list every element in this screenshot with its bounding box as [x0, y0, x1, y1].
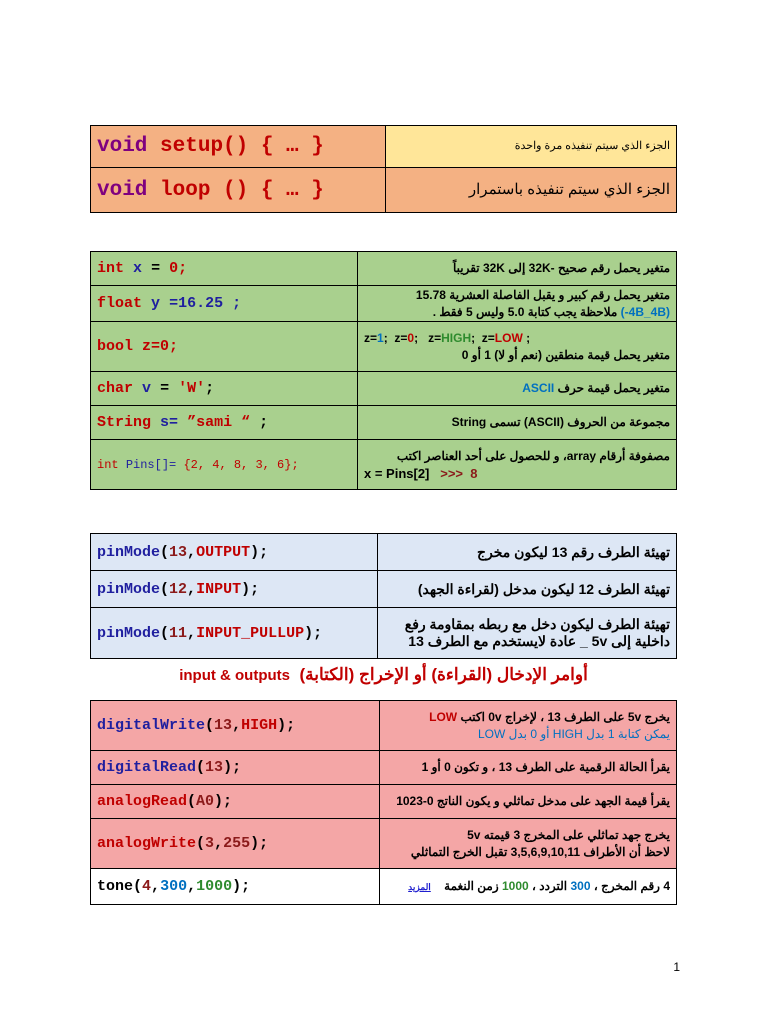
array-desc: مصفوفة أرقام array، و للحصول على أحد العناصر اكتب x = Pins[2] >>> 8	[358, 440, 677, 490]
more-link[interactable]: المزيد	[408, 881, 431, 892]
pinmode-pullup-code: pinMode(11,INPUT_PULLUP);	[91, 608, 378, 659]
setup-loop-table	[90, 125, 677, 213]
loop-desc: الجزء الذي سيتم تنفيذه باستمرار	[386, 168, 677, 213]
section-title: أوامر الإدخال (القراءة) أو الإخراج (الكتابة) input & outputs	[179, 665, 588, 684]
digitalwrite-code: digitalWrite(13,HIGH);	[91, 701, 380, 751]
loop-code: void loop () { … }	[91, 168, 386, 213]
pinmode-output-desc: تهيئة الطرف رقم 13 ليكون مخرج	[378, 534, 677, 571]
int-desc: متغير يحمل رقم صحيح -32K إلى 32K تقريباً	[358, 252, 677, 286]
int-code: int x = 0;	[91, 252, 358, 286]
char-desc: متغير يحمل قيمة حرف ASCII	[358, 372, 677, 406]
analogwrite-desc: يخرج جهد تماثلي على المخرج 3 قيمته 5v لاحظ أن الأطراف 3,5,6,9,10,11 تقبل الخرج التماثلي	[380, 819, 677, 869]
tone-code: tone(4,300,1000);	[91, 869, 380, 905]
tone-desc: 4 رقم المخرج ، 300 التردد ، 1000 زمن النغمة المزيد	[380, 869, 677, 905]
bool-z0: z=0;	[394, 330, 419, 345]
array-code: int Pins[]= {2, 4, 8, 3, 6};	[91, 440, 358, 490]
bool-zhigh: z=HIGH;	[428, 330, 476, 345]
pinmode-pullup-desc: تهيئة الطرف ليكون دخل مع ربطه بمقاومة رفع داخلية إلى 5v _ عادة لايستخدم مع الطرف 13	[378, 608, 677, 659]
bool-code: bool z=0;	[91, 322, 358, 372]
bool-zlow: z=LOW ;	[481, 330, 531, 345]
pinmode-table	[90, 533, 677, 659]
analogread-code: analogRead(A0);	[91, 785, 380, 819]
string-desc: مجموعة من الحروف (ASCII) تسمى String	[358, 406, 677, 440]
bool-z1: z=1;	[364, 330, 388, 345]
char-code: char v = 'W';	[91, 372, 358, 406]
io-table	[90, 700, 677, 905]
digitalwrite-desc: يخرج 5v على الطرف 13 ، لإخراج 0v اكتب LOW يمكن كتابة 1 بدل HIGH أو 0 بدل LOW	[380, 701, 677, 751]
page-number: 1	[673, 960, 680, 974]
float-code: float y =16.25 ;	[91, 286, 358, 322]
analogwrite-code: analogWrite(3,255);	[91, 819, 380, 869]
analogread-desc: يقرأ قيمة الجهد على مدخل تماثلي و يكون الناتج 0-1023	[380, 785, 677, 819]
float-desc: متغير يحمل رقم كبير و يقبل الفاصلة العشرية 15.78 (4B_4B-) ملاحظة يجب كتابة 5.0 وليس 5 فقط .	[358, 286, 677, 322]
setup-desc: الجزء الذي سيتم تنفيذه مرة واحدة	[386, 126, 677, 168]
pinmode-input-code: pinMode(12,INPUT);	[91, 571, 378, 608]
bool-desc: z=1; z=0; z=HIGH; z=LOW ; متغير يحمل قيمة منطقين (نعم أو لا) 1 أو 0	[358, 322, 677, 372]
digitalread-desc: يقرأ الحالة الرقمية على الطرف 13 ، و تكون 0 أو 1	[380, 751, 677, 785]
variables-table	[90, 251, 677, 490]
digitalread-code: digitalRead(13);	[91, 751, 380, 785]
string-code: String s= ”sami “ ;	[91, 406, 358, 440]
pinmode-input-desc: تهيئة الطرف 12 ليكون مدخل (لقراءة الجهد)	[378, 571, 677, 608]
setup-code: void setup() { … }	[91, 126, 386, 168]
pinmode-output-code: pinMode(13,OUTPUT);	[91, 534, 378, 571]
